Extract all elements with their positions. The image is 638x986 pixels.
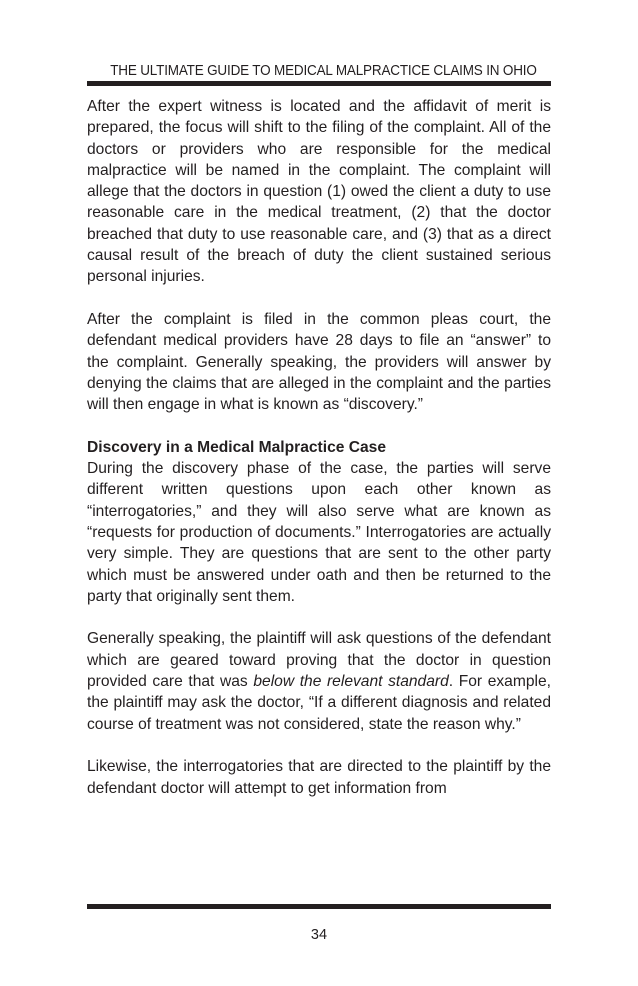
paragraph-defendant-interrogatories: Likewise, the interrogatories that are directed to the plaintiff by the defendant doctor will attempt to get information from	[87, 758, 551, 797]
paragraph-plaintiff-questions-end: . For example, the plaintiff may ask the doctor, “If a different diagnosis and related course of treatment was not considered, state the reason why.”	[87, 673, 551, 733]
paragraph-complaint-filing: After the expert witness is located and the affidavit of merit is prepared, the focus will shift to the filing of the complaint. All of the doctors or providers who are responsible for the medical malpractice will be named in the complaint. The complaint will allege that the doctors in question (1) owed the client a duty to use reasonable care in the medical treatment, (2) that the doctor breached that duty to use reasonable care, and (3) that as a direct causal result of the breach of duty the client sustained serious personal injuries.	[87, 98, 551, 286]
paragraph-plaintiff-questions	[87, 628, 551, 734]
paragraph-interrogatories: During the discovery phase of the case, the parties will serve different written questions upon each other known as “interrogatories,” and they will also serve what are known as “requests for production of documents.” Interrogatories are actually very simple. They are questions that are sent to the other party which must be answered under oath and then be returned to the party that originally sent them.	[87, 460, 551, 605]
section-heading: Discovery in a Medical Malpractice Case	[87, 438, 387, 456]
header-rule	[87, 81, 551, 86]
running-header-title: THE ULTIMATE GUIDE TO MEDICAL MALPRACTICE CLAIMS IN OHIO	[110, 62, 537, 79]
page-body	[87, 96, 551, 799]
footer-rule	[87, 904, 551, 909]
paragraph-answer-discovery: After the complaint is filed in the common pleas court, the defendant medical providers have 28 days to file an “answer” to the complaint. Generally speaking, the providers will answer by denying the claims that are alleged in the complaint and the parties will then engage in what is known as “discovery.”	[87, 310, 551, 414]
book-page	[87, 0, 551, 986]
emphasis-below-standard: below the relevant standard	[253, 673, 449, 691]
page-number: 34	[310, 927, 328, 943]
paragraph-plaintiff-questions-start: Generally speaking, the plaintiff will ask questions of the defendant which are geared toward proving that the doctor in question provided care that was	[87, 630, 551, 691]
